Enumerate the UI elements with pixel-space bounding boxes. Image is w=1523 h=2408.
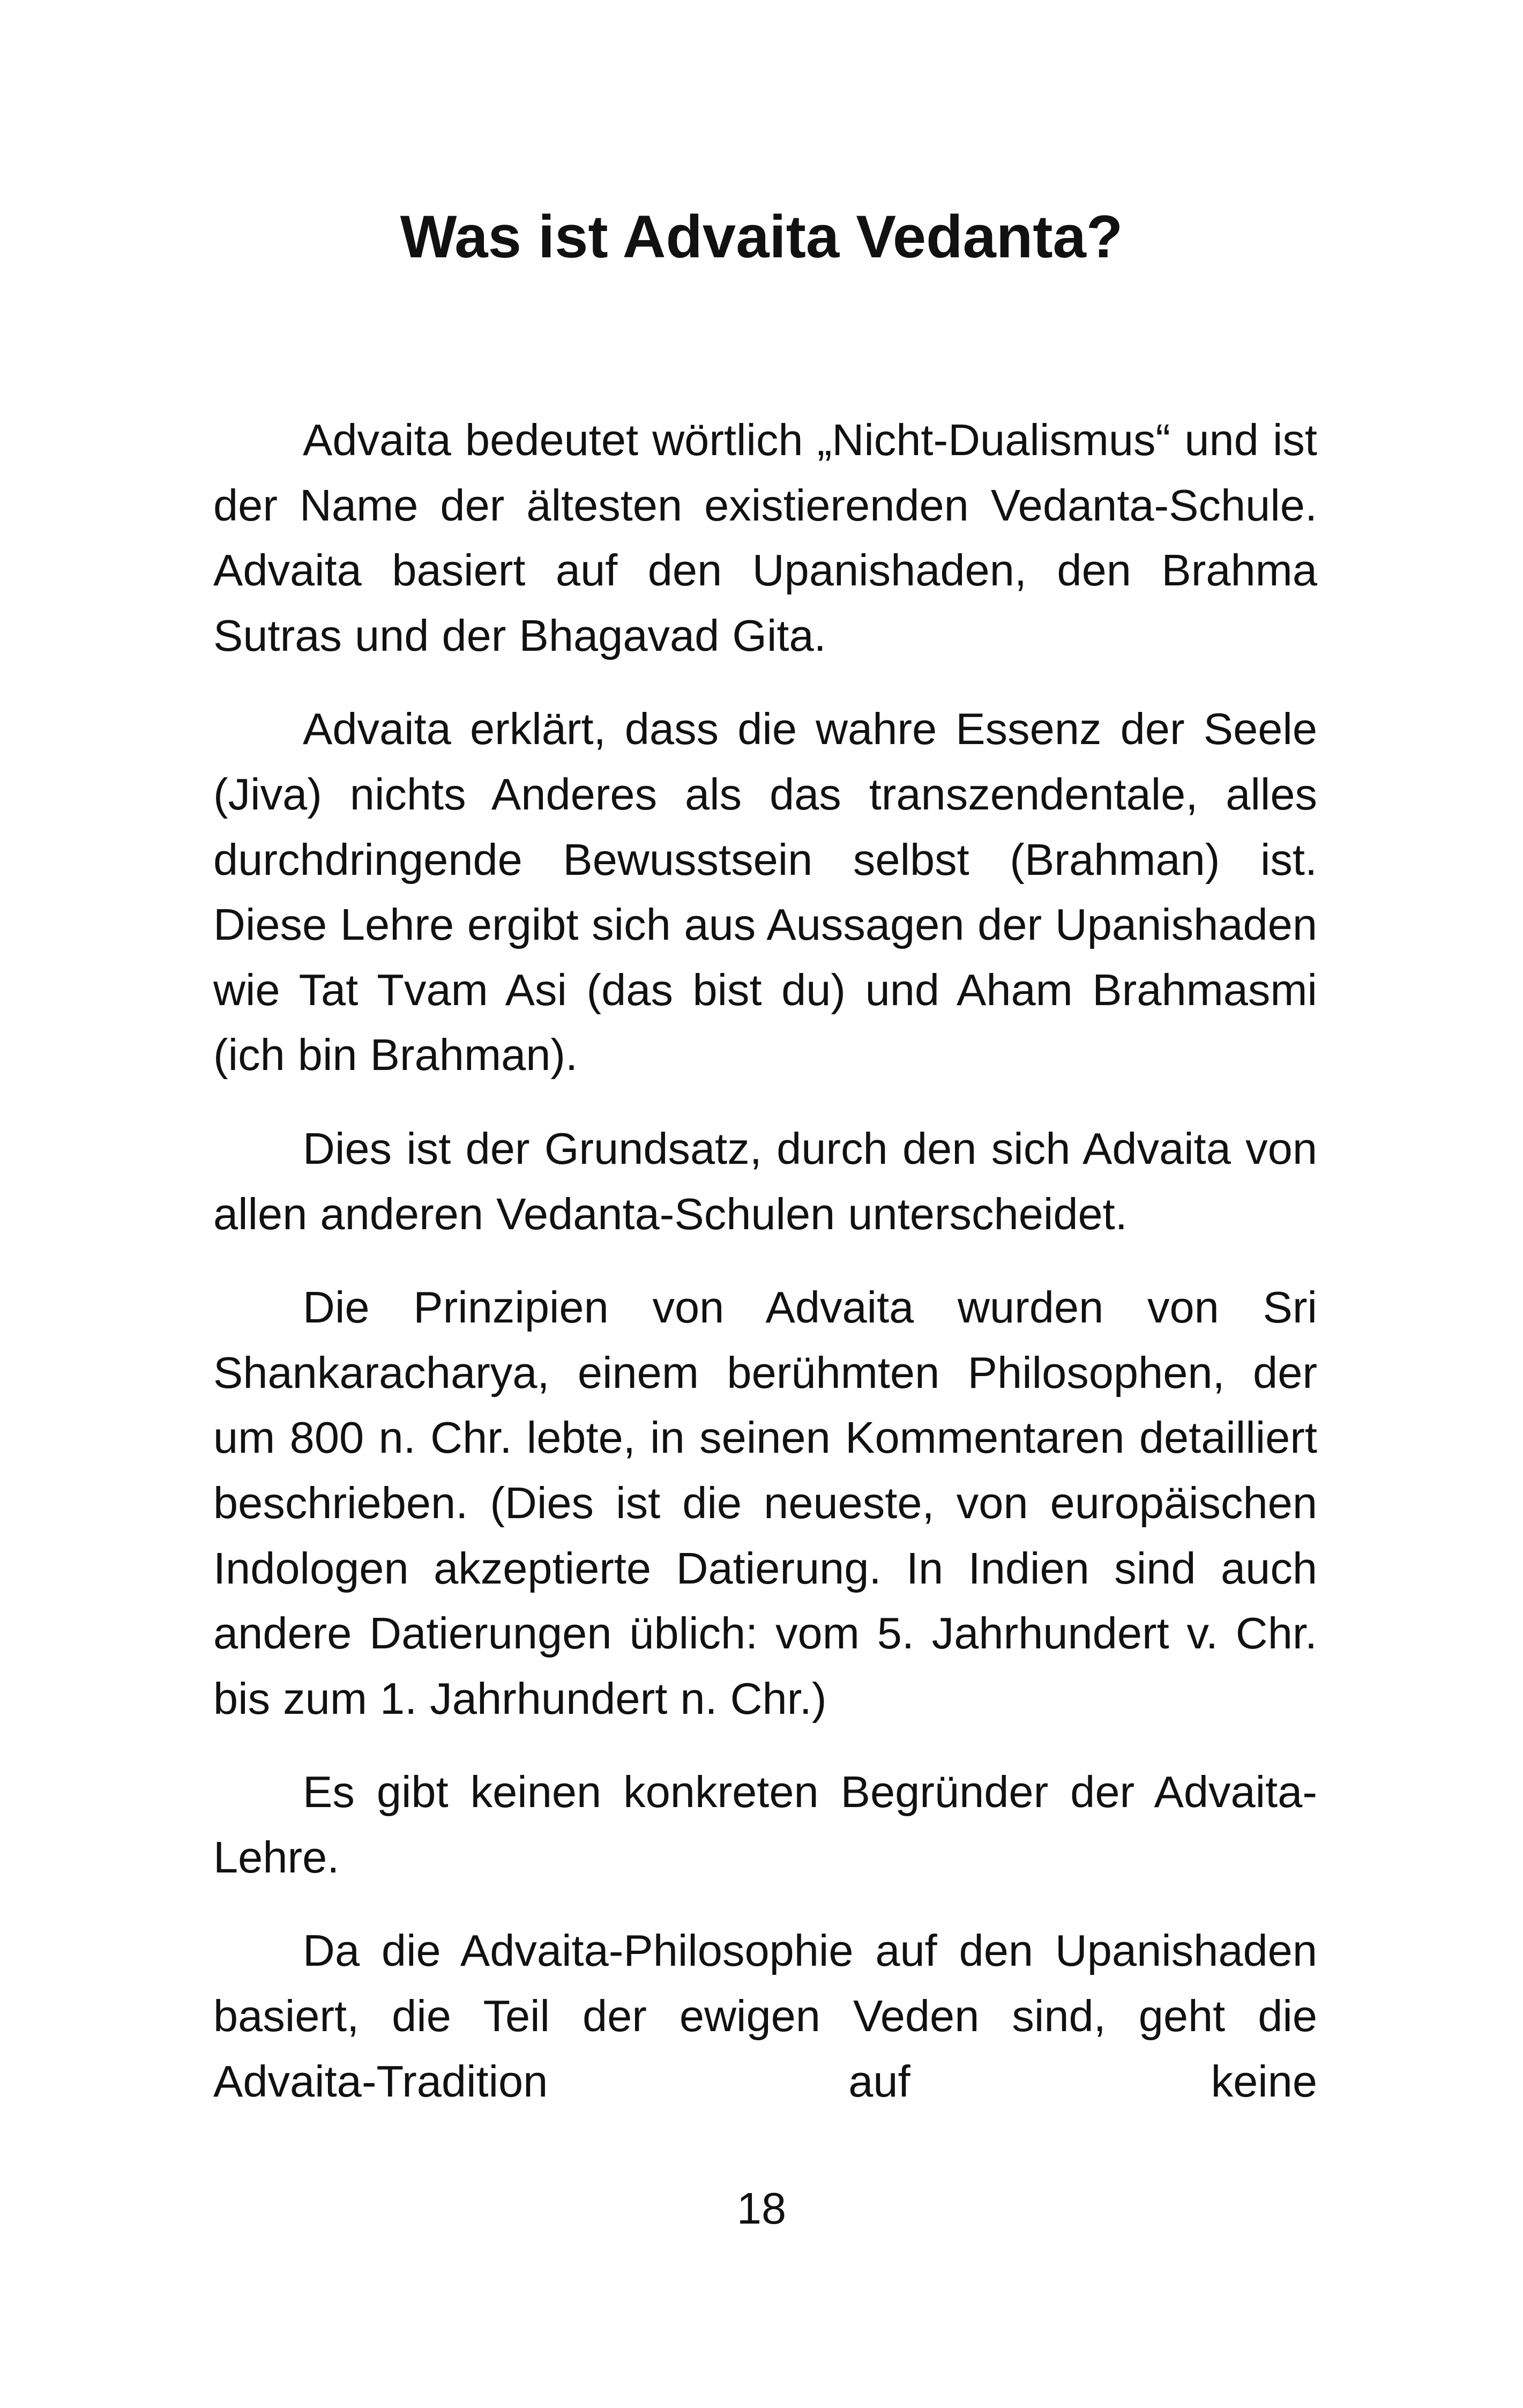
paragraph-2: Advaita erklärt, dass die wahre Essenz der Seele (Jiva) nichts Anderes als das transzendentale, alles durchdringende Bewusstsein selbst (Brahman) ist. Diese Lehre ergibt sich aus Aussagen der Upanishaden wie Tat Tvam Asi (das bist du) und Aham Brahmasmi (ich bin Brahman). bbox=[213, 704, 1317, 1080]
paragraph-5: Es gibt keinen konkreten Begründer der Advaita-Lehre. bbox=[213, 1767, 1317, 1882]
body-text bbox=[213, 407, 1317, 2114]
paragraph-1: Advaita bedeutet wörtlich „Nicht-Dualismus“ und ist der Name der ältesten existierenden Vedanta-Schule. Advaita basiert auf den Upanishaden, den Brahma Sutras und der Bhagavad Gita. bbox=[213, 415, 1317, 660]
page-title: Was ist Advaita Vedanta? bbox=[400, 203, 1123, 270]
page-number: 18 bbox=[736, 2183, 787, 2233]
paragraph-4: Die Prinzipien von Advaita wurden von Sri Shankaracharya, einem berühmten Philosophen, der um 800 n. Chr. lebte, in seinen Kommentaren detailliert beschrieben. (Dies ist die neueste, von europäischen Indologen akzeptierte Datierung. In Indien sind auch andere Datierungen üblich: vom 5. Jahrhundert v. Chr. bis zum 1. Jahrhundert n. Chr.) bbox=[213, 1282, 1317, 1723]
paragraph-6: Da die Advaita-Philosophie auf den Upanishaden basiert, die Teil der ewigen Veden sind, geht die Advaita-Tradition auf keine bbox=[213, 1926, 1317, 2106]
paragraph-3: Dies ist der Grundsatz, durch den sich Advaita von allen anderen Vedanta-Schulen unterscheidet. bbox=[213, 1123, 1317, 1239]
